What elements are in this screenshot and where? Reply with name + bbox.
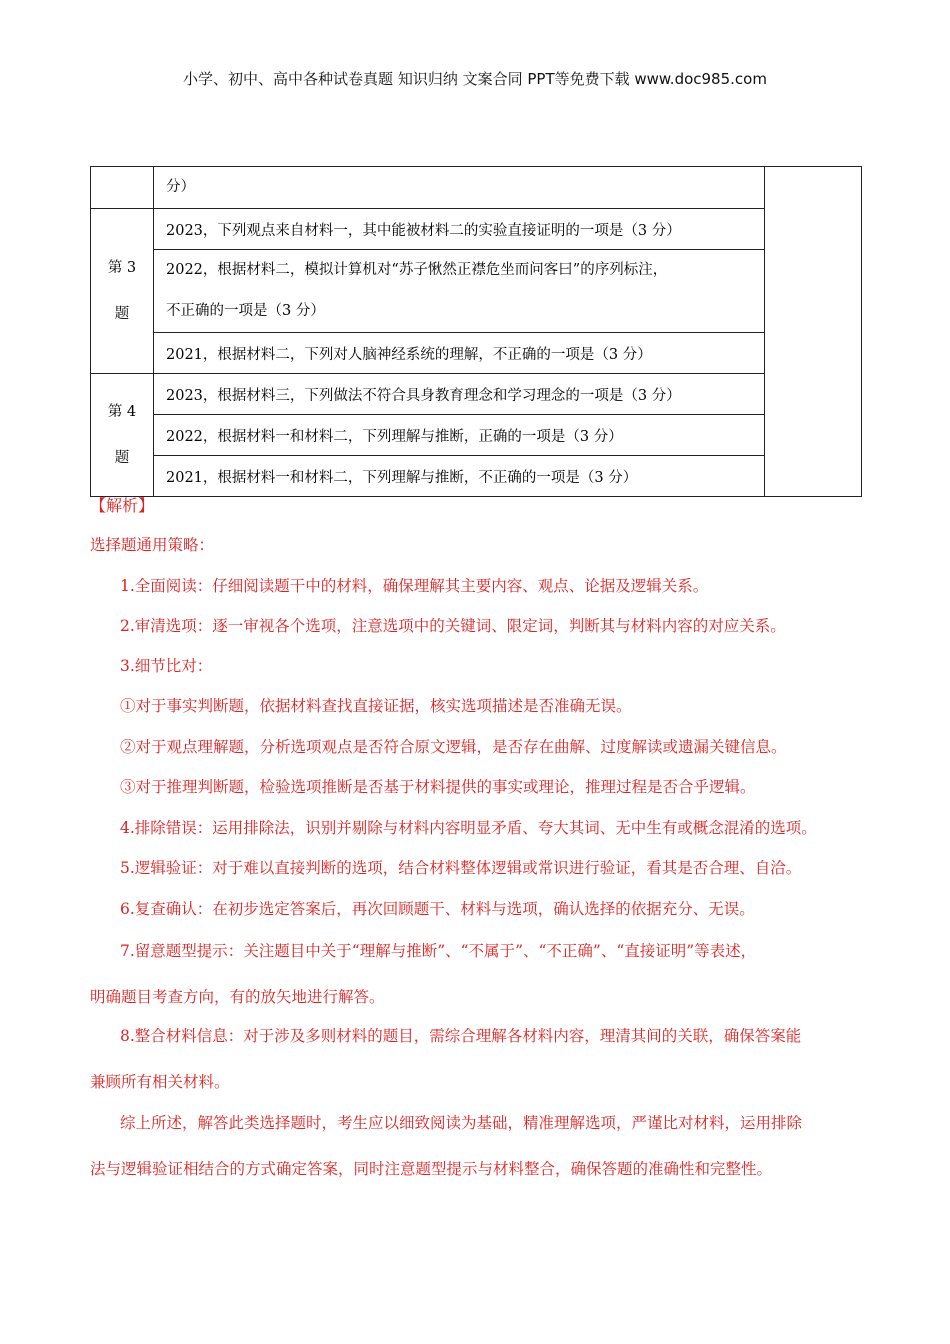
strategy-3a: ①对于事实判断题，依据材料查找直接证据，核实选项描述是否准确无误。	[120, 697, 632, 715]
analysis-tag: 【解析】	[90, 496, 155, 515]
table-cell: 2022，根据材料二，模拟计算机对“苏子愀然正襟危坐而问客曰”的序列标注， 不正确的一项是（3 分）	[154, 250, 765, 333]
table-cell: 2022，根据材料一和材料二，下列理解与推断，正确的一项是（3 分）	[154, 415, 765, 456]
summary-line2: 法与逻辑验证相结合的方式确定答案，同时注意题型提示与材料整合，确保答题的准确性和完整性。	[90, 1160, 773, 1178]
table-row	[91, 415, 862, 456]
page-header: 小学、初中、高中各种试卷真题 知识归纳 文案合同 PPT等免费下载 www.doc985.com	[183, 70, 767, 88]
table-row	[91, 167, 862, 209]
right-blank-cell	[765, 167, 862, 497]
strategy-3c: ③对于推理判断题，检验选项推断是否基于材料提供的事实或理论，推理过程是否合乎逻辑。	[120, 778, 756, 796]
table-row	[91, 333, 862, 374]
strategy-8-line1: 8.整合材料信息：对于涉及多则材料的题目，需综合理解各材料内容，理清其间的关联，确保答案能	[120, 1027, 802, 1045]
strategy-7-line1: 7.留意题型提示：关注题目中关于“理解与推断”、“不属于”、“不正确”、“直接证明”等表述，	[120, 942, 757, 960]
table-cell: 2021，根据材料二，下列对人脑神经系统的理解，不正确的一项是（3 分）	[154, 333, 765, 374]
table-cell: 2021，根据材料一和材料二，下列理解与推断，不正确的一项是（3 分）	[154, 456, 765, 497]
table-cell: 分）	[154, 167, 765, 209]
strategy-3b: ②对于观点理解题，分析选项观点是否符合原文逻辑，是否存在曲解、过度解读或遗漏关键信息。	[120, 738, 787, 756]
table-row	[91, 250, 862, 333]
blank-label-cell	[91, 167, 154, 209]
strategy-7-line2: 明确题目考查方向，有的放矢地进行解答。	[90, 988, 385, 1006]
strategy-6: 6.复查确认：在初步选定答案后，再次回顾题干、材料与选项，确认选择的依据充分、无误。	[120, 900, 755, 918]
strategy-2: 2.审清选项：逐一审视各个选项，注意选项中的关键词、限定词，判断其与材料内容的对应关系。	[120, 617, 786, 635]
strategy-3: 3.细节比对：	[120, 657, 213, 675]
table-cell: 2023，下列观点来自材料一，其中能被材料二的实验直接证明的一项是（3 分）	[154, 209, 765, 250]
table-row	[91, 374, 862, 415]
table-row	[91, 456, 862, 497]
summary-line1: 综上所述，解答此类选择题时，考生应以细致阅读为基础，精准理解选项，严谨比对材料，运用排除	[120, 1114, 803, 1132]
table-row	[91, 209, 862, 250]
q4-label: 第 4 题	[91, 374, 154, 497]
question-table	[90, 166, 862, 497]
strategy-8-line2: 兼顾所有相关材料。	[90, 1073, 230, 1091]
strategy-4: 4.排除错误：运用排除法，识别并剔除与材料内容明显矛盾、夸大其词、无中生有或概念混淆的选项。	[120, 819, 817, 837]
analysis-intro: 选择题通用策略：	[90, 536, 215, 554]
strategy-1: 1.全面阅读：仔细阅读题干中的材料，确保理解其主要内容、观点、论据及逻辑关系。	[120, 577, 709, 595]
table-cell: 2023，根据材料三，下列做法不符合具身教育理念和学习理念的一项是（3 分）	[154, 374, 765, 415]
strategy-5: 5.逻辑验证：对于难以直接判断的选项，结合材料整体逻辑或常识进行验证，看其是否合理、自洽。	[120, 859, 802, 877]
q3-label: 第 3 题	[91, 209, 154, 374]
